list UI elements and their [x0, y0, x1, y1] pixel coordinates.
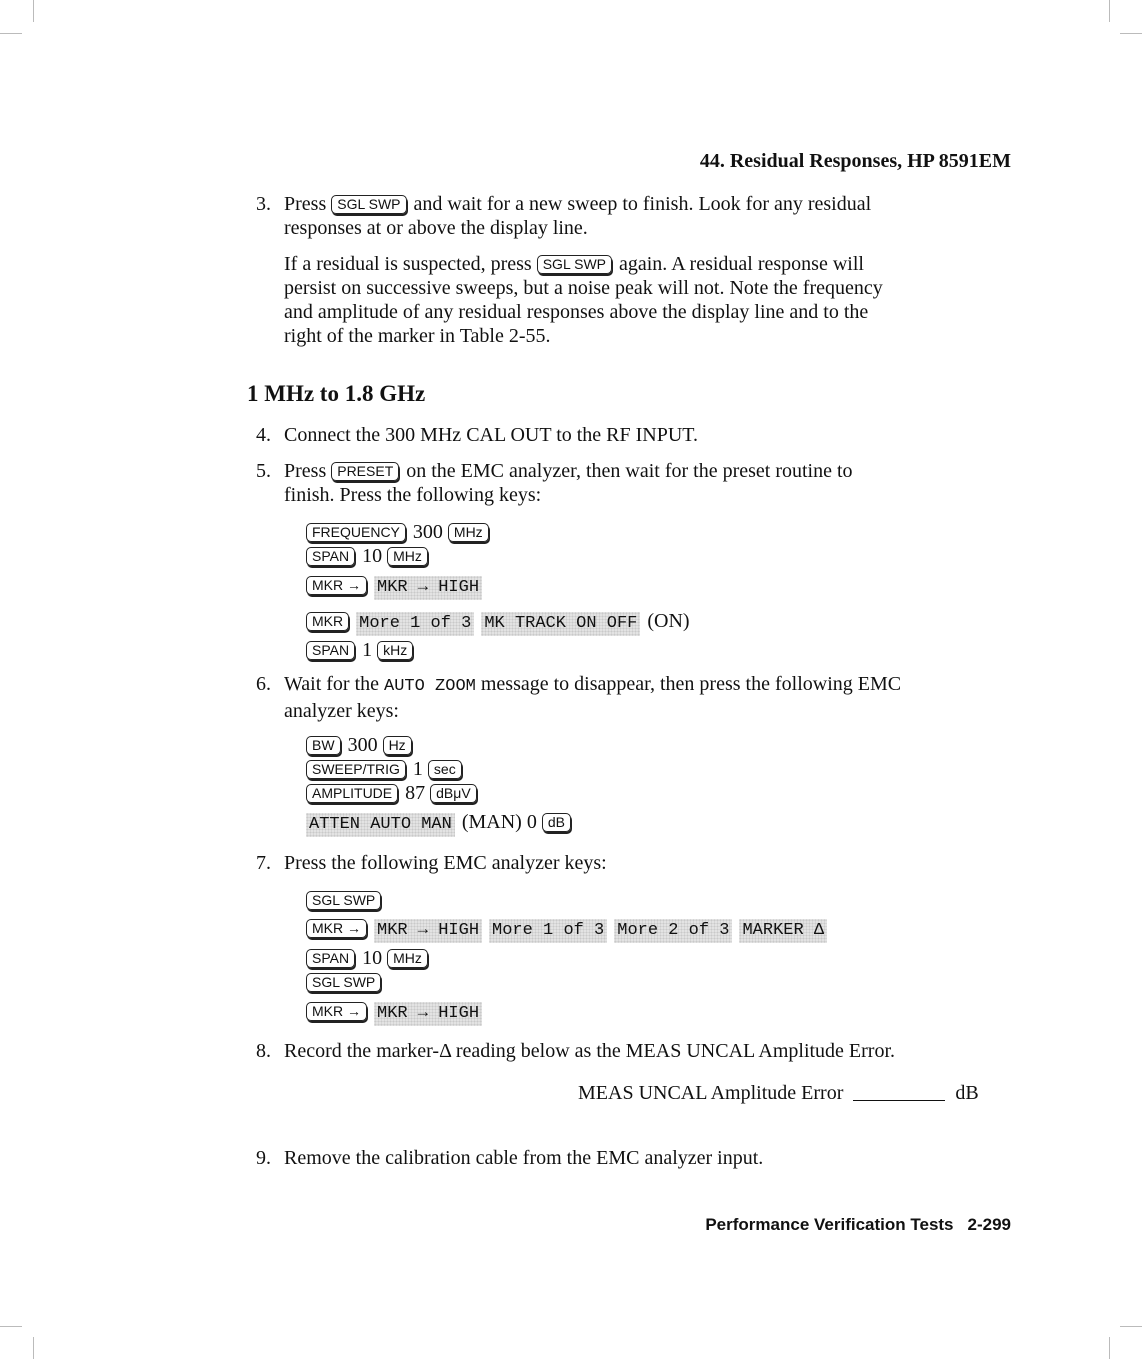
hz-key[interactable]: Hz — [383, 736, 412, 755]
khz-key[interactable]: kHz — [377, 641, 413, 660]
key-sequence-line — [306, 544, 430, 568]
key-sequence-line — [306, 733, 414, 757]
note-text: again. A residual response will — [619, 253, 864, 275]
page-header-title: 44. Residual Responses, HP 8591EM — [699, 150, 1011, 172]
note-text: right of the marker in Table 2-55. — [284, 325, 551, 347]
result-entry — [578, 1082, 979, 1105]
step-text: Remove the calibration cable from the EMC analyzer input. — [284, 1147, 764, 1169]
entry-value: 87 — [405, 782, 426, 804]
more-2-of-3-softkey[interactable]: More 2 of 3 — [614, 919, 732, 943]
step-5 — [256, 459, 1016, 507]
step-number: 4. — [256, 424, 271, 446]
step-text: Press — [284, 193, 327, 215]
sec-key[interactable]: sec — [428, 760, 462, 779]
entry-value: 300 — [347, 734, 378, 756]
key-sequence-line — [306, 888, 383, 912]
crop-mark — [1120, 1326, 1142, 1327]
span-key[interactable]: SPAN — [306, 547, 355, 566]
preset-key[interactable]: PRESET — [331, 462, 399, 481]
section-title: 1 MHz to 1.8 GHz — [247, 381, 426, 406]
dbuv-key[interactable]: dBμV — [430, 784, 477, 803]
entry-value: 1 — [362, 639, 373, 661]
result-blank-field[interactable] — [853, 1100, 945, 1101]
key-sequence-line — [306, 573, 484, 600]
mkr-high-softkey[interactable]: MKR → HIGH — [374, 1002, 482, 1026]
step-number: 5. — [256, 460, 271, 482]
softkey-state: (ON) — [647, 610, 690, 632]
footer-section: Performance Verification Tests — [705, 1215, 954, 1234]
result-unit: dB — [955, 1082, 979, 1104]
crop-mark — [33, 1337, 34, 1359]
mk-track-softkey[interactable]: MK TRACK ON OFF — [481, 612, 640, 636]
frequency-key[interactable]: FREQUENCY — [306, 523, 406, 542]
step-number: 7. — [256, 852, 271, 874]
step-text: finish. Press the following keys: — [284, 484, 542, 506]
mhz-key[interactable]: MHz — [387, 949, 428, 968]
step-text: Connect the 300 MHz CAL OUT to the RF INPUT. — [284, 424, 699, 446]
step-text: and wait for a new sweep to finish. Look for any residual — [413, 193, 872, 215]
key-sequence-line — [306, 916, 829, 943]
marker-delta-softkey[interactable]: MARKER Δ — [739, 919, 827, 943]
more-1-of-3-softkey[interactable]: More 1 of 3 — [489, 919, 607, 943]
mkr-arrow-key[interactable]: MKR → — [306, 576, 367, 595]
step-text: Wait for the — [284, 673, 380, 695]
step-text: responses at or above the display line. — [284, 217, 588, 239]
sgl-swp-key[interactable]: SGL SWP — [537, 255, 612, 274]
residual-note — [284, 252, 1014, 348]
key-sequence-line — [306, 757, 464, 781]
mkr-arrow-key[interactable]: MKR → — [306, 919, 367, 938]
key-sequence-line — [306, 999, 484, 1026]
mkr-arrow-key[interactable]: MKR → — [306, 1002, 367, 1021]
entry-value: 300 — [412, 521, 443, 543]
key-sequence-line — [306, 946, 430, 970]
page-number: 2-299 — [967, 1215, 1011, 1234]
key-sequence-line — [306, 810, 573, 837]
crop-mark — [33, 0, 34, 22]
sgl-swp-key[interactable]: SGL SWP — [331, 195, 406, 214]
crop-mark — [0, 1326, 22, 1327]
mkr-high-softkey[interactable]: MKR → HIGH — [374, 919, 482, 943]
atten-auto-man-softkey[interactable]: ATTEN AUTO MAN — [306, 813, 455, 837]
step-6 — [256, 672, 1016, 723]
step-text: Press the following EMC analyzer keys: — [284, 852, 607, 874]
span-key[interactable]: SPAN — [306, 641, 355, 660]
softkey-state: (MAN) 0 — [461, 811, 537, 833]
sweep-trig-key[interactable]: SWEEP/TRIG — [306, 760, 406, 779]
key-sequence-line — [306, 638, 415, 662]
entry-value: 10 — [362, 545, 383, 567]
sgl-swp-key[interactable]: SGL SWP — [306, 891, 381, 910]
crop-mark — [1109, 0, 1110, 22]
step-number: 6. — [256, 673, 271, 695]
mhz-key[interactable]: MHz — [387, 547, 428, 566]
step-text: analyzer keys: — [284, 700, 399, 722]
entry-value: 1 — [412, 758, 423, 780]
note-text: If a residual is suspected, press — [284, 253, 532, 275]
step-text: Record the marker-Δ reading below as the MEAS UNCAL Amplitude Error. — [284, 1040, 896, 1062]
mkr-high-softkey[interactable]: MKR → HIGH — [374, 576, 482, 600]
crop-mark — [1120, 33, 1142, 34]
span-key[interactable]: SPAN — [306, 949, 355, 968]
note-text: and amplitude of any residual responses above the display line and to the — [284, 301, 869, 323]
crop-mark — [1109, 1337, 1110, 1359]
note-text: persist on successive sweeps, but a noise peak will not. Note the frequency — [284, 277, 883, 299]
key-sequence-line — [306, 520, 491, 544]
step-number: 8. — [256, 1040, 271, 1062]
key-sequence-line — [306, 609, 690, 636]
step-3 — [256, 192, 1016, 240]
sgl-swp-key[interactable]: SGL SWP — [306, 973, 381, 992]
step-number: 9. — [256, 1147, 271, 1169]
step-8 — [256, 1039, 1016, 1063]
step-text: message to disappear, then press the following EMC — [480, 673, 902, 695]
amplitude-key[interactable]: AMPLITUDE — [306, 784, 398, 803]
result-label: MEAS UNCAL Amplitude Error — [578, 1082, 844, 1104]
key-sequence-line — [306, 781, 479, 805]
step-text: Press — [284, 460, 327, 482]
auto-zoom-message: AUTO ZOOM — [384, 677, 476, 696]
mkr-key[interactable]: MKR — [306, 612, 349, 631]
step-7 — [256, 851, 1016, 875]
bw-key[interactable]: BW — [306, 736, 341, 755]
step-4 — [256, 423, 1016, 447]
step-text: on the EMC analyzer, then wait for the preset routine to — [406, 460, 853, 482]
step-number: 3. — [256, 193, 271, 215]
step-9 — [256, 1146, 1016, 1170]
page-footer — [700, 1215, 1011, 1235]
crop-mark — [0, 33, 22, 34]
db-key[interactable]: dB — [542, 813, 571, 832]
entry-value: 10 — [362, 947, 383, 969]
mhz-key[interactable]: MHz — [448, 523, 489, 542]
more-1-of-3-softkey[interactable]: More 1 of 3 — [356, 612, 474, 636]
key-sequence-line — [306, 970, 383, 994]
